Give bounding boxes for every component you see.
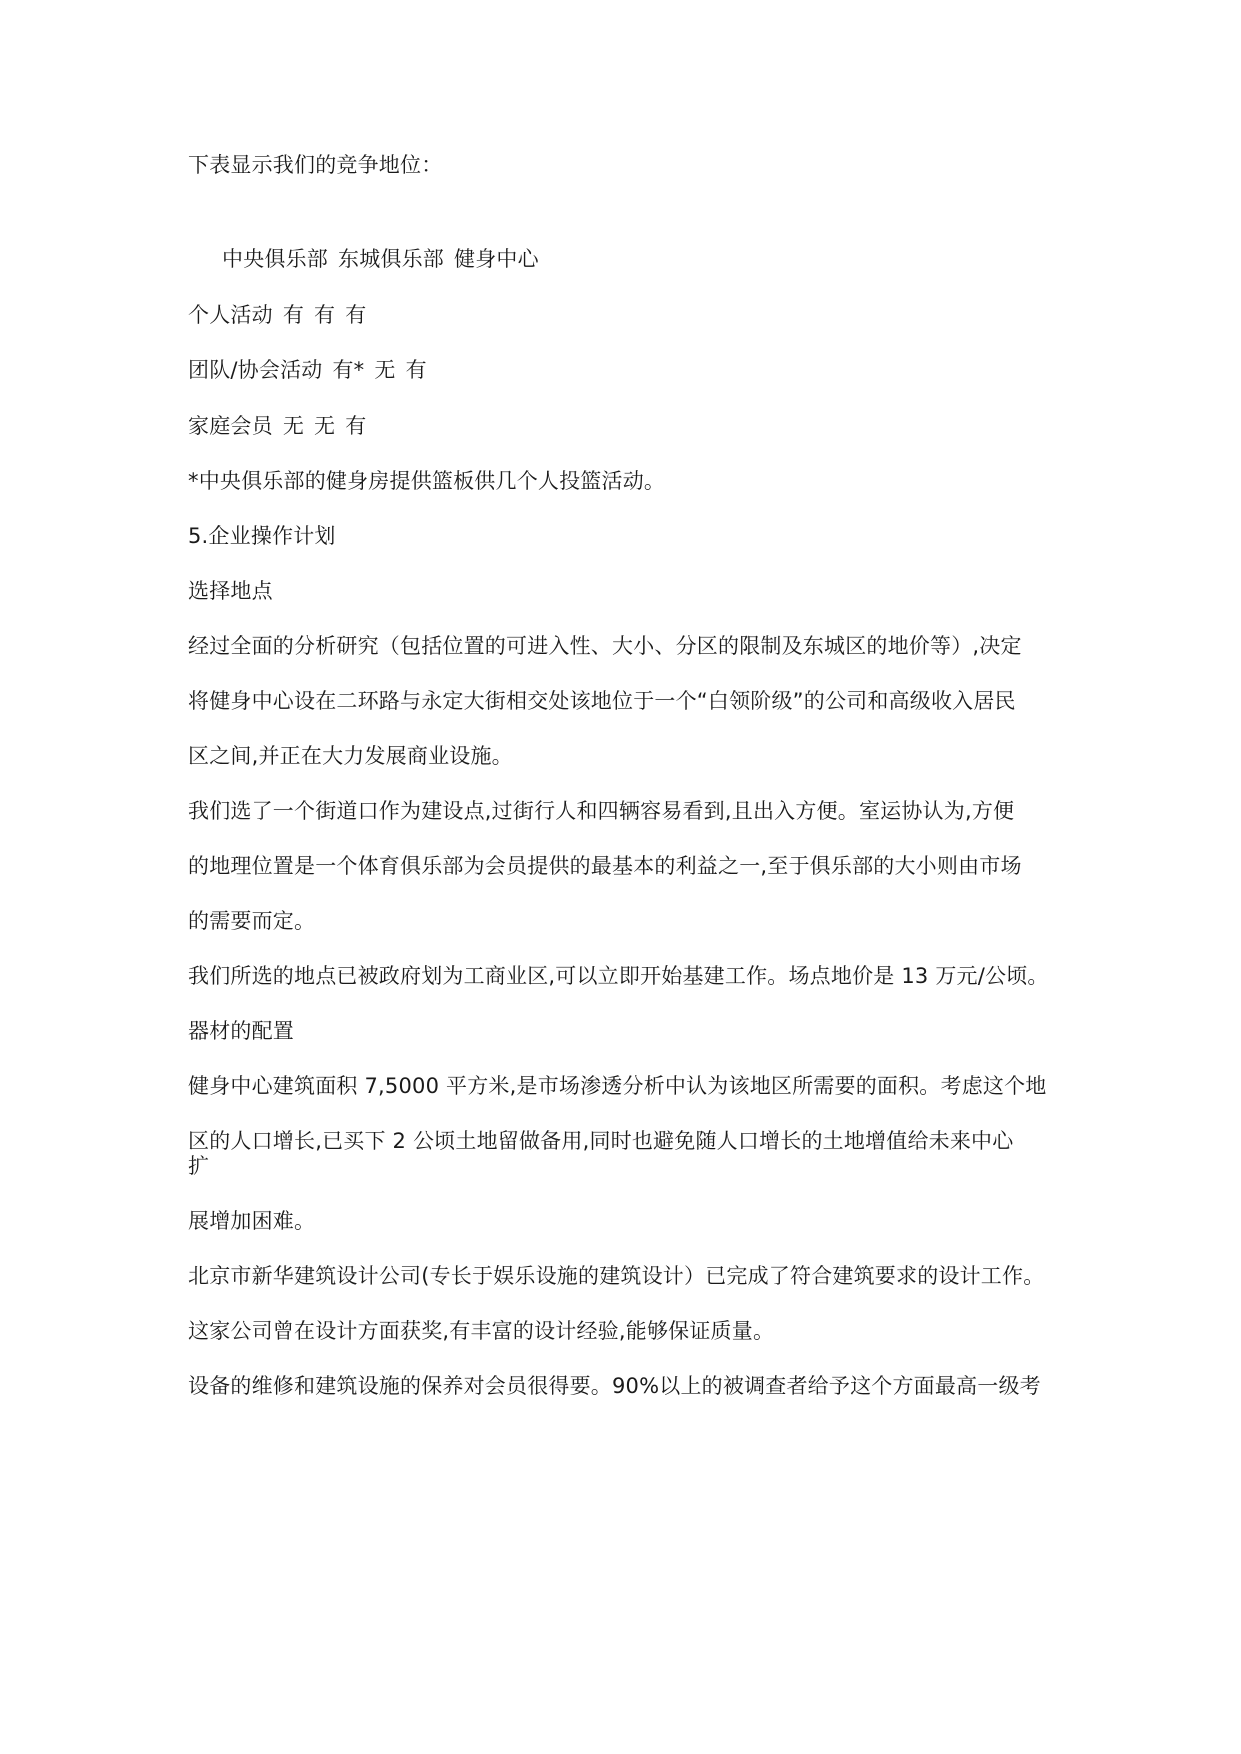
table-row bbox=[188, 357, 427, 383]
paragraph-line: 北京市新华建筑设计公司(专长于娱乐设施的建筑设计）已完成了符合建筑要求的设计工作。 bbox=[188, 1264, 1045, 1288]
table-row-label: 个人活动 bbox=[188, 303, 273, 327]
table-cell: 有 bbox=[282, 303, 305, 327]
paragraph-line: 的需要而定。 bbox=[188, 909, 316, 933]
table-cell: 无 bbox=[374, 358, 396, 382]
paragraph-line: 展增加困难。 bbox=[188, 1209, 316, 1233]
table-header-central-club: 中央俱乐部 bbox=[222, 247, 328, 271]
table-row-label: 团队/协会活动 bbox=[188, 358, 323, 382]
paragraph-line: 我们选了一个街道口作为建设点,过街行人和四辆容易看到,且出入方便。室运协认为,方便 bbox=[188, 799, 1015, 823]
table-cell: 有 bbox=[314, 303, 336, 327]
paragraph-line: 这家公司曾在设计方面获奖,有丰富的设计经验,能够保证质量。 bbox=[188, 1319, 775, 1343]
table-cell: 无 bbox=[314, 414, 336, 438]
paragraph-line: 扩 bbox=[188, 1154, 210, 1178]
table-footnote: *中央俱乐部的健身房提供篮板供几个人投篮活动。 bbox=[188, 469, 666, 493]
table-cell: 有* bbox=[332, 358, 365, 382]
intro-text: 下表显示我们的竞争地位： bbox=[188, 153, 443, 177]
paragraph-line: 健身中心建筑面积 7,5000 平方米,是市场渗透分析中认为该地区所需要的面积。考虑这个地 bbox=[188, 1074, 1047, 1098]
paragraph-line: 我们所选的地点已被政府划为工商业区,可以立即开始基建工作。场点地价是 13 万元/公顷。 bbox=[188, 964, 1049, 988]
table-row bbox=[188, 413, 366, 439]
table-header-east-club: 东城俱乐部 bbox=[338, 247, 444, 271]
subheading-location: 选择地点 bbox=[188, 579, 273, 603]
table-header-row bbox=[222, 246, 539, 272]
paragraph-line: 设备的维修和建筑设施的保养对会员很得要。90%以上的被调查者给予这个方面最高一级考 bbox=[188, 1374, 1041, 1398]
table-cell: 有 bbox=[345, 303, 367, 327]
subheading-equipment: 器材的配置 bbox=[188, 1019, 294, 1043]
paragraph-line: 的地理位置是一个体育俱乐部为会员提供的最基本的利益之一,至于俱乐部的大小则由市场 bbox=[188, 854, 1022, 878]
paragraph-line: 将健身中心设在二环路与永定大街相交处该地位于一个“白领阶级”的公司和高级收入居民 bbox=[188, 689, 1016, 713]
table-cell: 有 bbox=[405, 358, 427, 382]
paragraph-line: 经过全面的分析研究（包括位置的可进入性、大小、分区的限制及东城区的地价等）,决定 bbox=[188, 634, 1022, 658]
table-row-label: 家庭会员 bbox=[188, 414, 273, 438]
table-cell: 无 bbox=[282, 414, 305, 438]
table-cell: 有 bbox=[345, 414, 367, 438]
paragraph-line: 区之间,并正在大力发展商业设施。 bbox=[188, 744, 513, 768]
paragraph-line: 区的人口增长,已买下 2 公顷土地留做备用,同时也避免随人口增长的土地增值给未来中心 bbox=[188, 1129, 1014, 1153]
table-header-fitness-center: 健身中心 bbox=[454, 247, 539, 271]
section-heading: 5.企业操作计划 bbox=[188, 524, 336, 548]
table-row bbox=[188, 302, 366, 328]
